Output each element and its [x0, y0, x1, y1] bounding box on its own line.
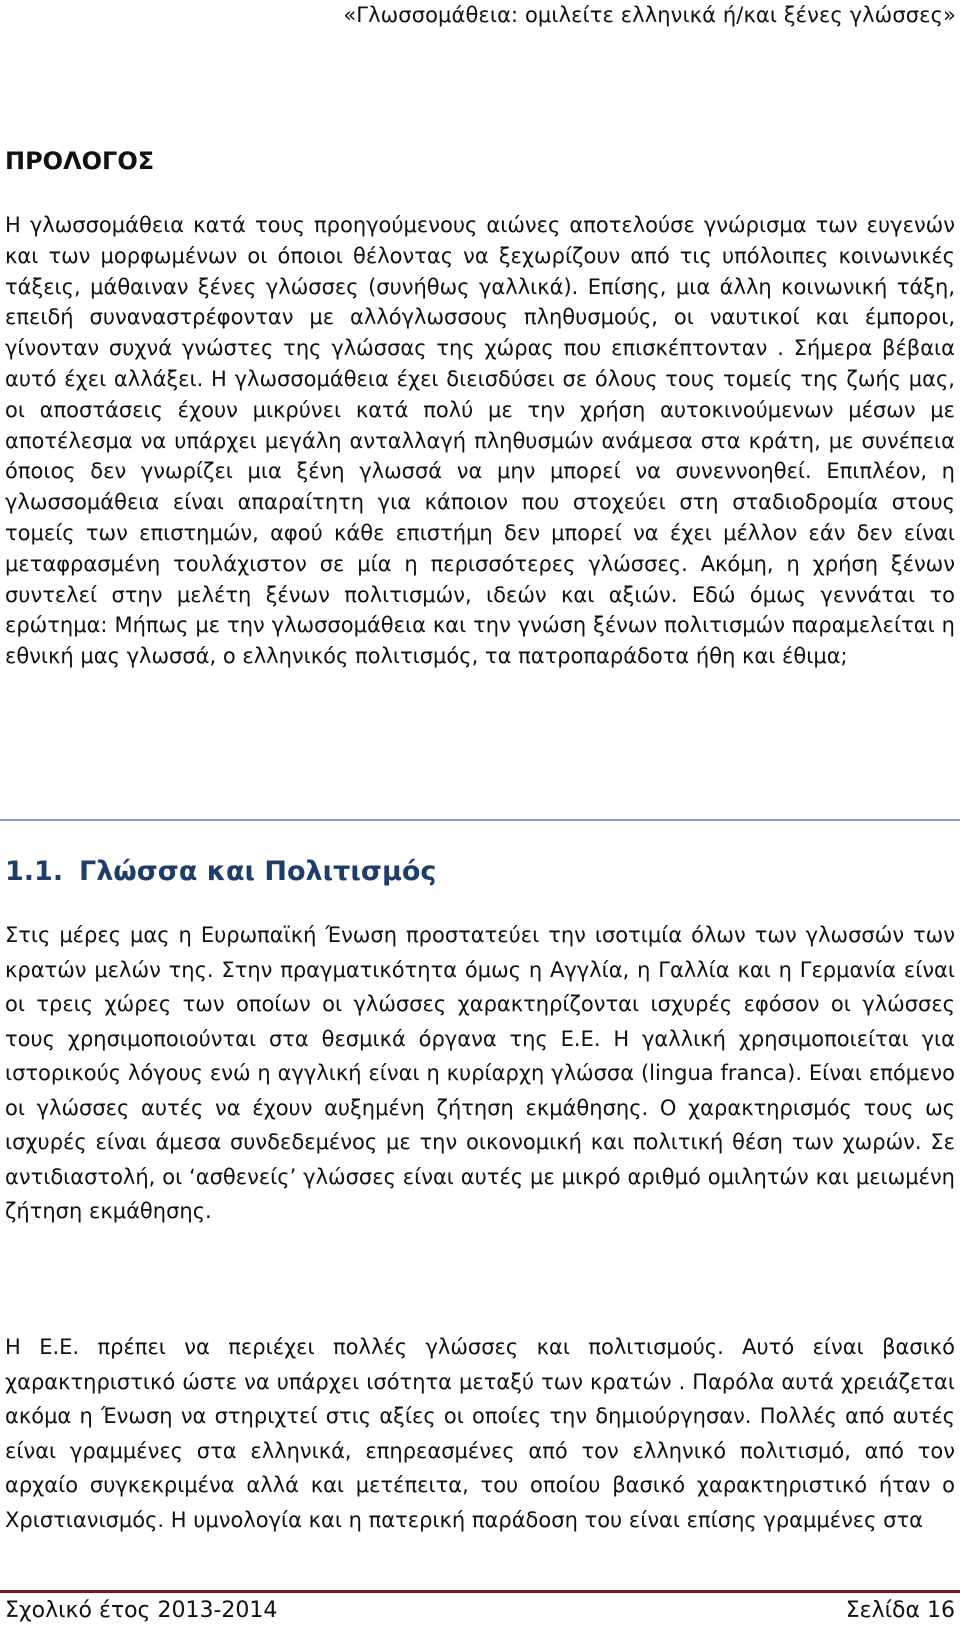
section-title-text: Γλώσσα και Πολιτισμός [79, 856, 437, 887]
footer-school-year: Σχολικό έτος 2013-2014 [5, 1598, 278, 1623]
footer-rule [0, 1590, 960, 1593]
footer-page-number: Σελίδα 16 [845, 1598, 955, 1623]
prologue-heading: ΠΡΟΛΟΓΟΣ [5, 147, 155, 175]
running-header: «Γλωσσομάθεια: ομιλείτε ελληνικά ή/και ξένες γλώσσες» [343, 3, 956, 27]
prologue-paragraph: Η γλωσσομάθεια κατά τους προηγούμενους αιώνες αποτελούσε γνώρισμα των ευγενών και των μορφωμένων οι όποιοι θέλοντας να ξεχωρίζουν από τις υπόλοιπες κοινωνικές τάξεις, μάθαιναν ξένες γλώσσες (συνήθως γαλλικά). Επίσης, μια άλλη κοινωνική τάξη, επειδή συναναστρέφονταν με αλλόγλωσσους πληθυσμούς, οι ναυτικοί και έμποροι, γίνονταν συχνά γνώστες της γλώσσας της χώρας που επισκέπτονταν . Σήμερα βέβαια αυτό έχει αλλάξει. Η γλωσσομάθεια έχει διεισδύσει σε όλους τους τομείς της ζωής μας, οι αποστάσεις έχουν μικρύνει κατά πολύ με την χρήση αυτοκινούμενων μέσων με αποτέλεσμα να υπάρχει μεγάλη ανταλλαγή πληθυσμών ανάμεσα στα κράτη, με συνέπεια όποιος δεν γνωρίζει μια ξένη γλωσσά να μην μπορεί να συνεννοηθεί. Επιπλέον, η γλωσσομάθεια είναι απαραίτητη για κάποιον που στοχεύει στη σταδιοδρομία στους τομείς των επιστημών, αφού κάθε επιστήμη δεν μπορεί να έχει μέλλον εάν δεν είναι μεταφρασμένη τουλάχιστον σε μία η περισσότερες γλώσσες. Ακόμη, η χρήση ξένων συντελεί στην μελέτη ξένων πολιτισμών, ιδεών και αξιών. Εδώ όμως γεννάται το ερώτημα: Μήπως με την γλωσσομάθεια και την γνώση ξένων πολιτισμών παραμελείται η εθνική μας γλωσσά, ο ελληνικός πολιτισμός, τα πατροπαράδοτα ήθη και έθιμα; [5, 213, 955, 669]
section-divider [0, 819, 960, 821]
section-paragraph-1: Στις μέρες μας η Ευρωπαϊκή Ένωση προστατεύει την ισοτιμία όλων των γλωσσών των κρατών μελών της. Στην πραγματικότητα όμως η Αγγλία, η Γαλλία και η Γερμανία είναι οι τρεις χώρες των οποίων οι γλώσσες χαρακτηρίζονται ισχυρές εφόσον οι γλώσσες τους χρησιμοποιούνται στα θεσμικά όργανα της Ε.Ε. Η γαλλική χρησιμοποιείται για ιστορικούς λόγους ενώ η αγγλική είναι η κυρίαρχη γλώσσα (lingua franca). Είναι επόμενο οι γλώσσες αυτές να έχουν αυξημένη ζήτηση εκμάθησης. Ο χαρακτηρισμός τους ως ισχυρές είναι άμεσα συνδεδεμένος με την οικονομική και πολιτική θέση των χωρών. Σε αντιδιαστολή, οι ‘ασθενείς’ γλώσσες είναι αυτές με μικρό αριθμό ομιλητών και μειωμένη ζήτηση εκμάθησης. [5, 923, 955, 1223]
section-heading [5, 855, 436, 889]
section-paragraph-2: Η Ε.Ε. πρέπει να περιέχει πολλές γλώσσες και πολιτισμούς. Αυτό είναι βασικό χαρακτηριστικό ώστε να υπάρχει ισότητα μεταξύ των κρατών . Παρόλα αυτά χρειάζεται ακόμα η Ένωση να στηριχτεί στις αξίες οι οποίες την δημιούργησαν. Πολλές από αυτές είναι γραμμένες στα ελληνικά, επηρεασμένες από τον ελληνικό πολιτισμό, από τον αρχαίο συγκεκριμένα αλλά και μετέπειτα, του οποίου βασικό χαρακτηριστικό ήταν ο Χριστιανισμός. Η υμνολογία και η πατερική παράδοση του είναι επίσης γραμμένες στα [5, 1335, 955, 1532]
section-number: 1.1. [5, 856, 64, 887]
